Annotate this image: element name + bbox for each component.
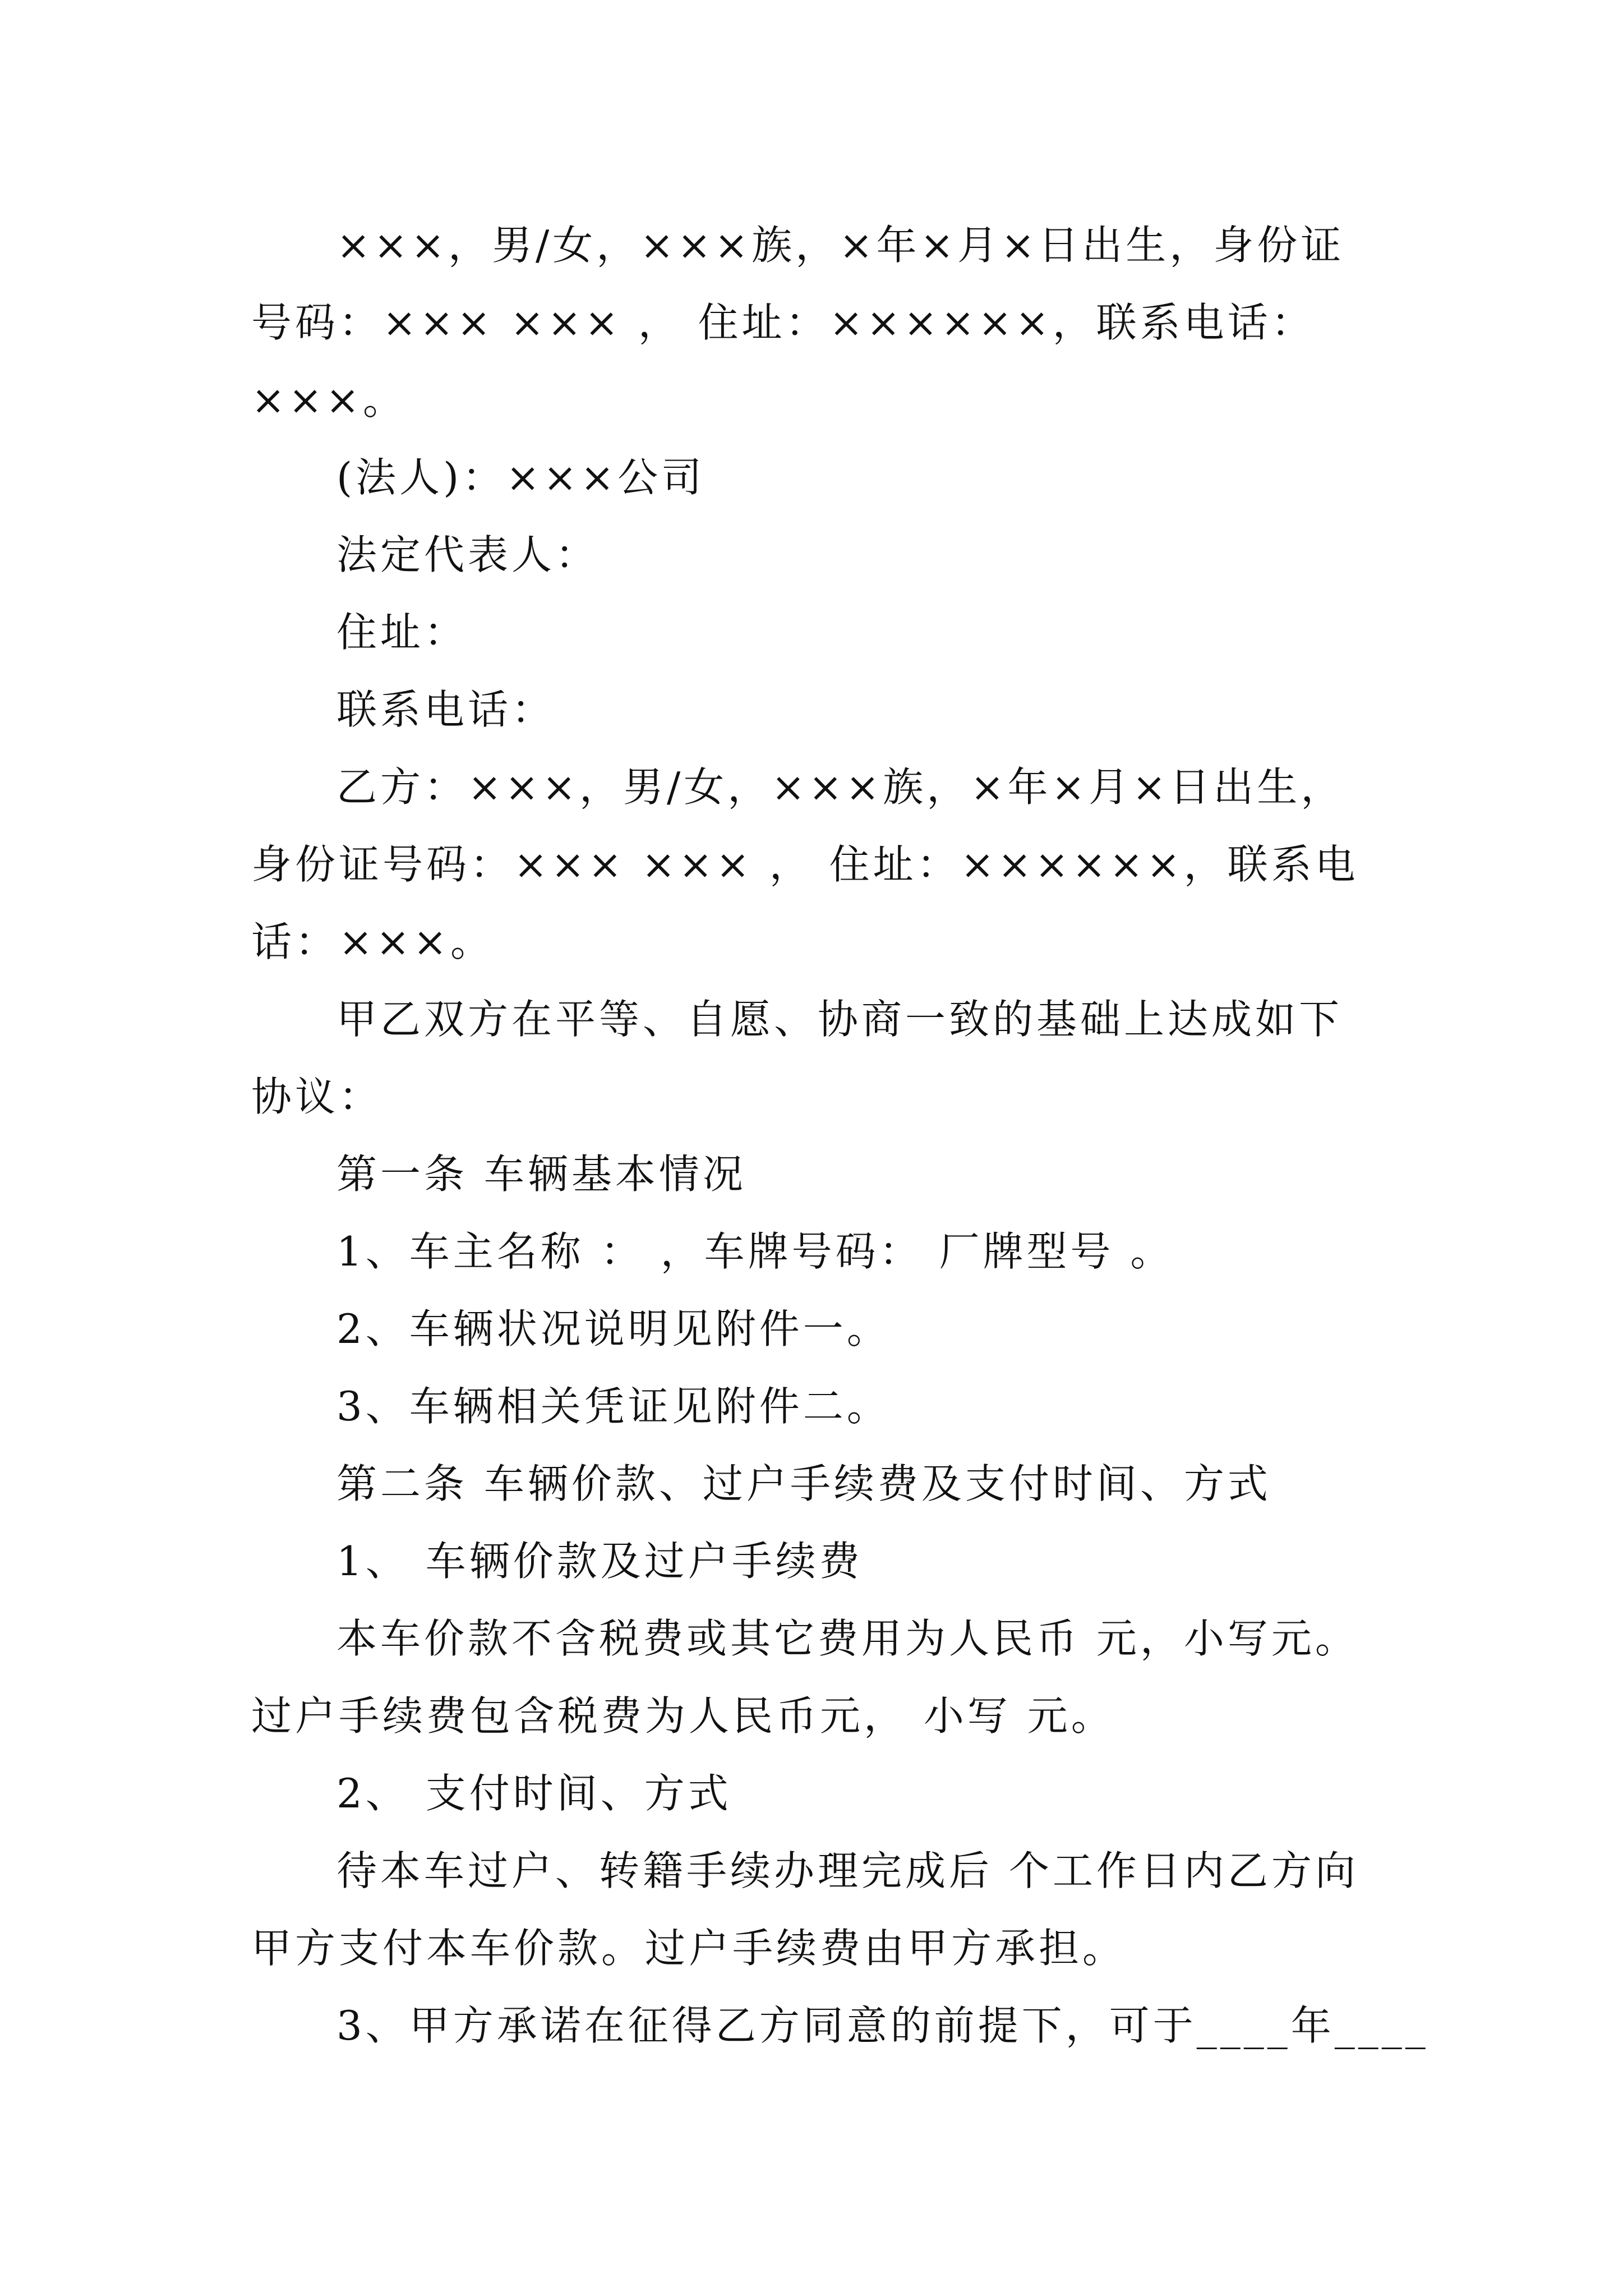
- payment-paragraph: 待本车过户、转籍手续办理完成后 个工作日内乙方向甲方支付本车价款。过户手续费由甲方承担。: [251, 1847, 1359, 1972]
- payment-subheading: 2、 支付时间、方式: [336, 1770, 732, 1817]
- article-two-heading: 第二条 车辆价款、过户手续费及支付时间、方式: [336, 1460, 1271, 1507]
- price-paragraph: 本车价款不含税费或其它费用为人民币 元，小写元。过户手续费包含税费为人民币元， 小写 元。: [251, 1615, 1359, 1740]
- party-b-info: 乙方：×××，男/女，×××族，×年×月×日出生，身份证号码：××× ××× ， 住址：××××××，联系电话：×××。: [251, 763, 1359, 965]
- legal-representative: 法定代表人：: [336, 531, 600, 578]
- contact-phone: 联系电话：: [336, 686, 556, 733]
- promise-paragraph: 3、甲方承诺在征得乙方同意的前提下，可于____年____: [336, 2002, 1429, 2049]
- agreement-intro: 甲乙双方在平等、自愿、协商一致的基础上达成如下协议：: [251, 996, 1343, 1120]
- price-subheading: 1、 车辆价款及过户手续费: [336, 1538, 863, 1585]
- article-one-heading: 第一条 车辆基本情况: [336, 1151, 746, 1198]
- legal-person: (法人)：×××公司: [336, 454, 706, 501]
- vehicle-item-1: 1、车主名称 ： ，车牌号码： 厂牌型号 。: [336, 1228, 1174, 1275]
- vehicle-item-3: 3、车辆相关凭证见附件二。: [336, 1383, 891, 1430]
- address: 住址：: [336, 609, 468, 656]
- party-a-info: ×××，男/女，×××族，×年×月×日出生，身份证号码：××× ××× ， 住址：××××××，联系电话：×××。: [251, 222, 1345, 424]
- vehicle-item-2: 2、车辆状况说明见附件一。: [336, 1305, 891, 1352]
